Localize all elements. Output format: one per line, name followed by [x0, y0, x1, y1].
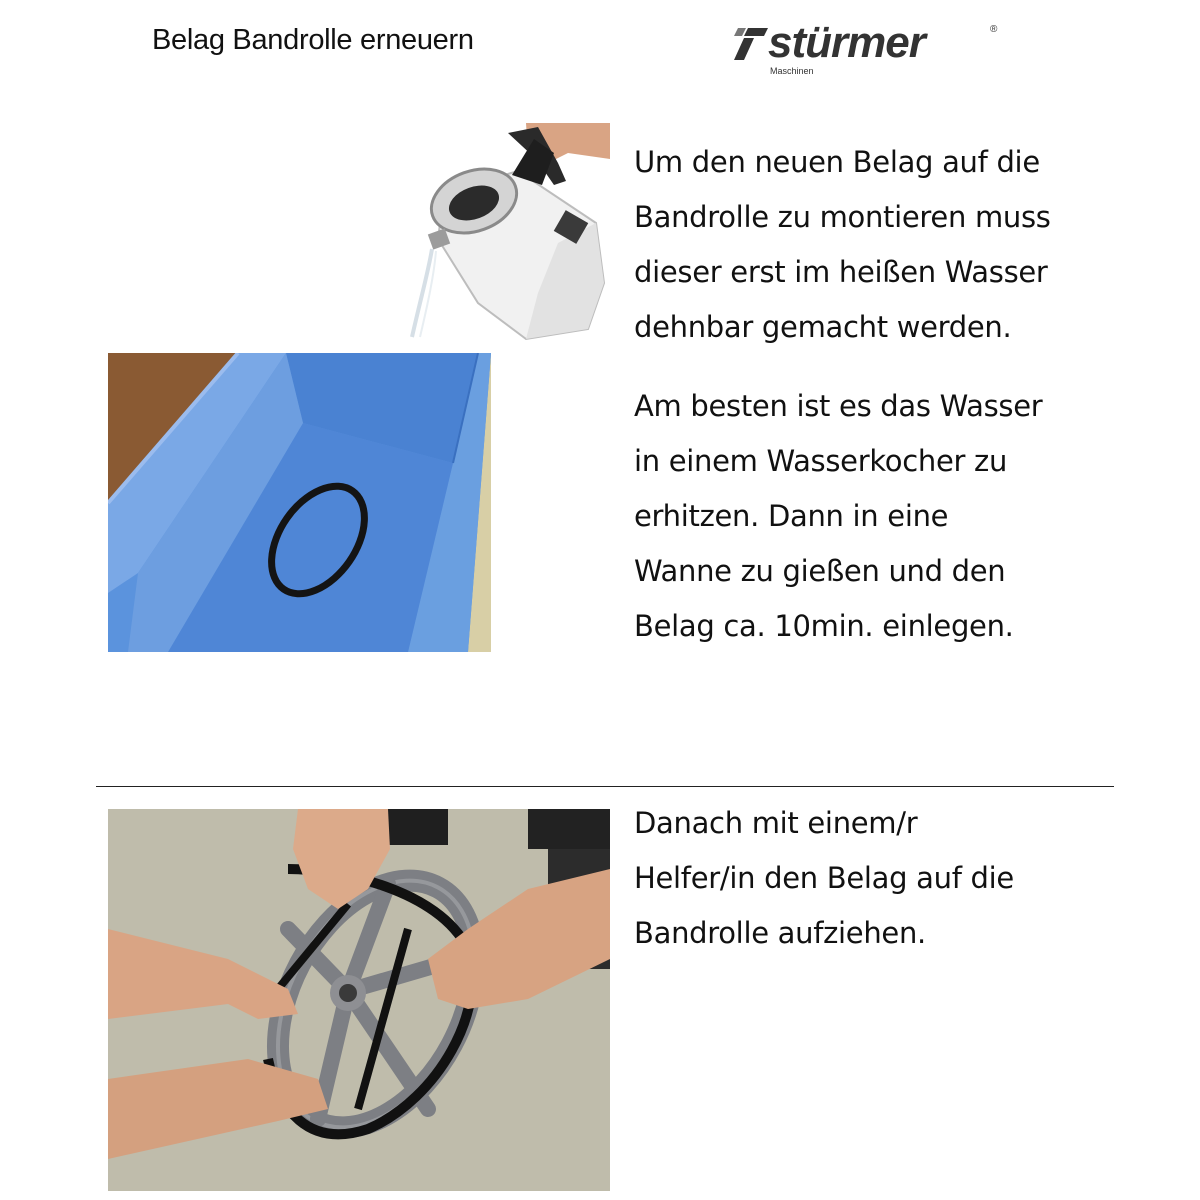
- text-line: Um den neuen Belag auf die: [634, 145, 1040, 179]
- text-line: Belag ca. 10min. einlegen.: [634, 609, 1014, 643]
- text-line: dehnbar gemacht werden.: [634, 310, 1012, 344]
- text-line: Bandrolle zu montieren muss: [634, 200, 1051, 234]
- sturmer-logo: [734, 18, 1002, 76]
- mounting-belt-on-wheel-photo: [108, 809, 610, 1191]
- text-line: Danach mit einem/r: [634, 806, 918, 840]
- logo-mark-icon: [734, 26, 770, 62]
- text-line: Wanne zu gießen und den: [634, 554, 1006, 588]
- text-line: Bandrolle aufziehen.: [634, 916, 926, 950]
- instruction-paragraph-3: [634, 796, 1014, 961]
- text-line: in einem Wasserkocher zu: [634, 444, 1008, 478]
- text-line: dieser erst im heißen Wasser: [634, 255, 1048, 289]
- tub-with-belt-photo: [108, 353, 491, 652]
- document-title: Belag Bandrolle erneuern: [152, 24, 474, 56]
- logo-wordmark: stürmer: [768, 18, 925, 67]
- instruction-paragraph-2: [634, 379, 1042, 654]
- instruction-paragraph-1: [634, 135, 1051, 355]
- text-line: Helfer/in den Belag auf die: [634, 861, 1014, 895]
- logo-registered-mark: ®: [990, 24, 998, 35]
- kettle-pouring-photo: [408, 123, 610, 341]
- section-divider: [96, 786, 1114, 787]
- logo-tagline: Maschinen: [770, 66, 814, 76]
- text-line: Am besten ist es das Wasser: [634, 389, 1043, 423]
- text-line: erhitzen. Dann in eine: [634, 499, 949, 533]
